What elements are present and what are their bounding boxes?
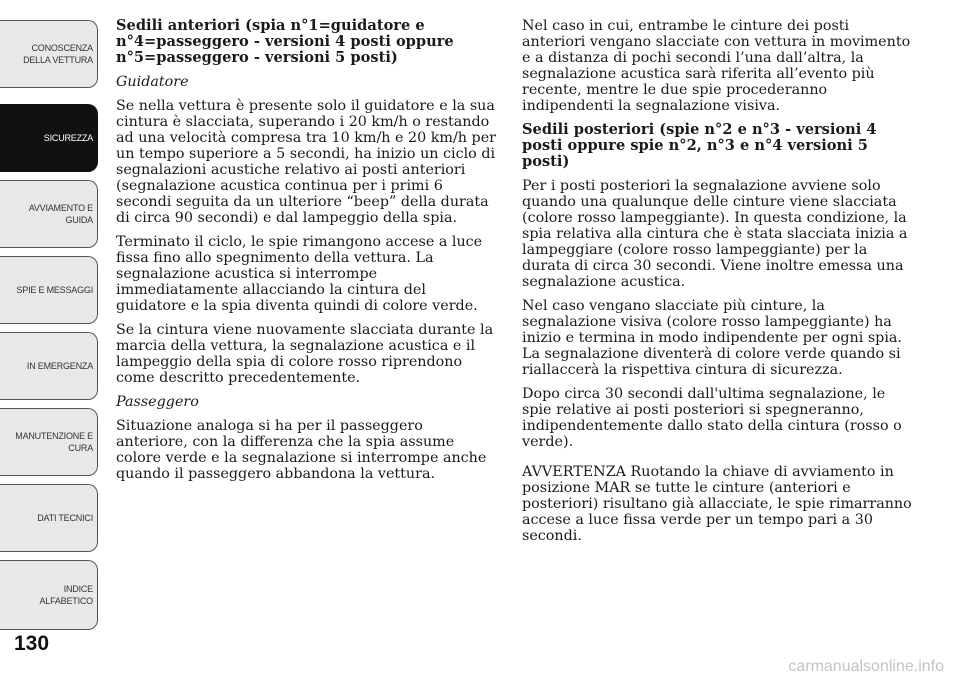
- paragraph: Nel caso vengano slacciate più cinture, la segnalazione visiva (colore rosso lampeggiante) ha inizio e termina in modo indipendente per ogni spia. La segnalazione diventerà di colore verde quando si riallaccerà la rispettiva cintura di sicurezza.: [522, 298, 902, 378]
- section-heading-rear-seats: Sedili posteriori (spie n°2 e n°3 - versioni 4 posti oppure spie n°2, n°3 e n°4 versioni 5 posti): [522, 121, 877, 170]
- paragraph: Terminato il ciclo, le spie rimangono accese a luce fissa fino allo spegnimento della vettura. La segnalazione acustica si interrompe immediatamente allacciando la cintura del guidatore e la spia diventa quindi di colore verde.: [116, 234, 483, 314]
- tab-dati-tecnici[interactable]: DATI TECNICI: [0, 484, 98, 552]
- subheading-guidatore: Guidatore: [116, 74, 189, 90]
- subheading-passeggero: Passeggero: [116, 394, 199, 410]
- paragraph: Se la cintura viene nuovamente slacciata durante la marcia della vettura, la segnalazione acustica e il lampeggio della spia di colore rosso riprendono come descritto precedentemente.: [116, 322, 494, 386]
- tab-manutenzione-e-cura[interactable]: MANUTENZIONE E CURA: [0, 408, 98, 476]
- paragraph: Dopo circa 30 secondi dall'ultima segnalazione, le spie relative ai posti posteriori si spegneranno, indipendentemente dallo stato della cintura (rosso o verde).: [522, 386, 902, 450]
- page-number: 130: [14, 632, 50, 655]
- tab-sicurezza[interactable]: SICUREZZA: [0, 104, 98, 172]
- right-column: [522, 18, 914, 552]
- tab-avviamento-e-guida[interactable]: AVVIAMENTO E GUIDA: [0, 180, 98, 248]
- left-column: [116, 18, 496, 490]
- tab-spie-e-messaggi[interactable]: SPIE E MESSAGGI: [0, 256, 98, 324]
- tab-in-emergenza[interactable]: IN EMERGENZA: [0, 332, 98, 400]
- paragraph: Nel caso in cui, entrambe le cinture dei posti anteriori vengano slacciate con vettura in movimento e a distanza di pochi secondi l’una dall’altra, la segnalazione acustica sarà riferita all’evento più recente, mentre le due spie procederanno indipendenti la segnalazione visiva.: [522, 18, 911, 114]
- tab-conoscenza-della-vettura[interactable]: CONOSCENZA DELLA VETTURA: [0, 20, 98, 88]
- section-heading-front-seats: Sedili anteriori (spia n°1=guidatore e n°4=passeggero - versioni 4 posti oppure n°5=passeggero - versioni 5 posti): [116, 17, 454, 66]
- warning-paragraph: AVVERTENZA Ruotando la chiave di avviamento in posizione MAR se tutte le cinture (anteriori e posteriori) risultano già allacciate, le spie rimarranno accese a luce fissa verde per un tempo pari a 30 secondi.: [522, 464, 912, 544]
- paragraph: Situazione analoga si ha per il passeggero anteriore, con la differenza che la spia assume colore verde e la segnalazione si interrompe anche quando il passeggero abbandona la vettura.: [116, 418, 487, 482]
- watermark: carmanualsonline.info: [788, 658, 944, 675]
- paragraph: Se nella vettura è presente solo il guidatore e la sua cintura è slacciata, superando i 20 km/h o restando ad una velocità compresa tra 10 km/h e 20 km/h per un tempo superiore a 5 secondi, ha inizio un ciclo di segnalazioni acustiche relativo ai posti anteriori (segnalazione acustica continua per i primi 6 secondi seguita da un ulteriore “beep” della durata di circa 90 secondi) e dal lampeggio della spia.: [116, 98, 496, 226]
- tab-indice-alfabetico[interactable]: INDICE ALFABETICO: [0, 560, 98, 630]
- paragraph: Per i posti posteriori la segnalazione avviene solo quando una qualunque delle cinture viene slacciata (colore rosso lampeggiante). In questa condizione, la spia relativa alla cintura che è stata slacciata inizia a lampeggiare (colore rosso lampeggiante) per la durata di circa 30 secondi. Viene inoltre emessa una segnalazione acustica.: [522, 178, 908, 290]
